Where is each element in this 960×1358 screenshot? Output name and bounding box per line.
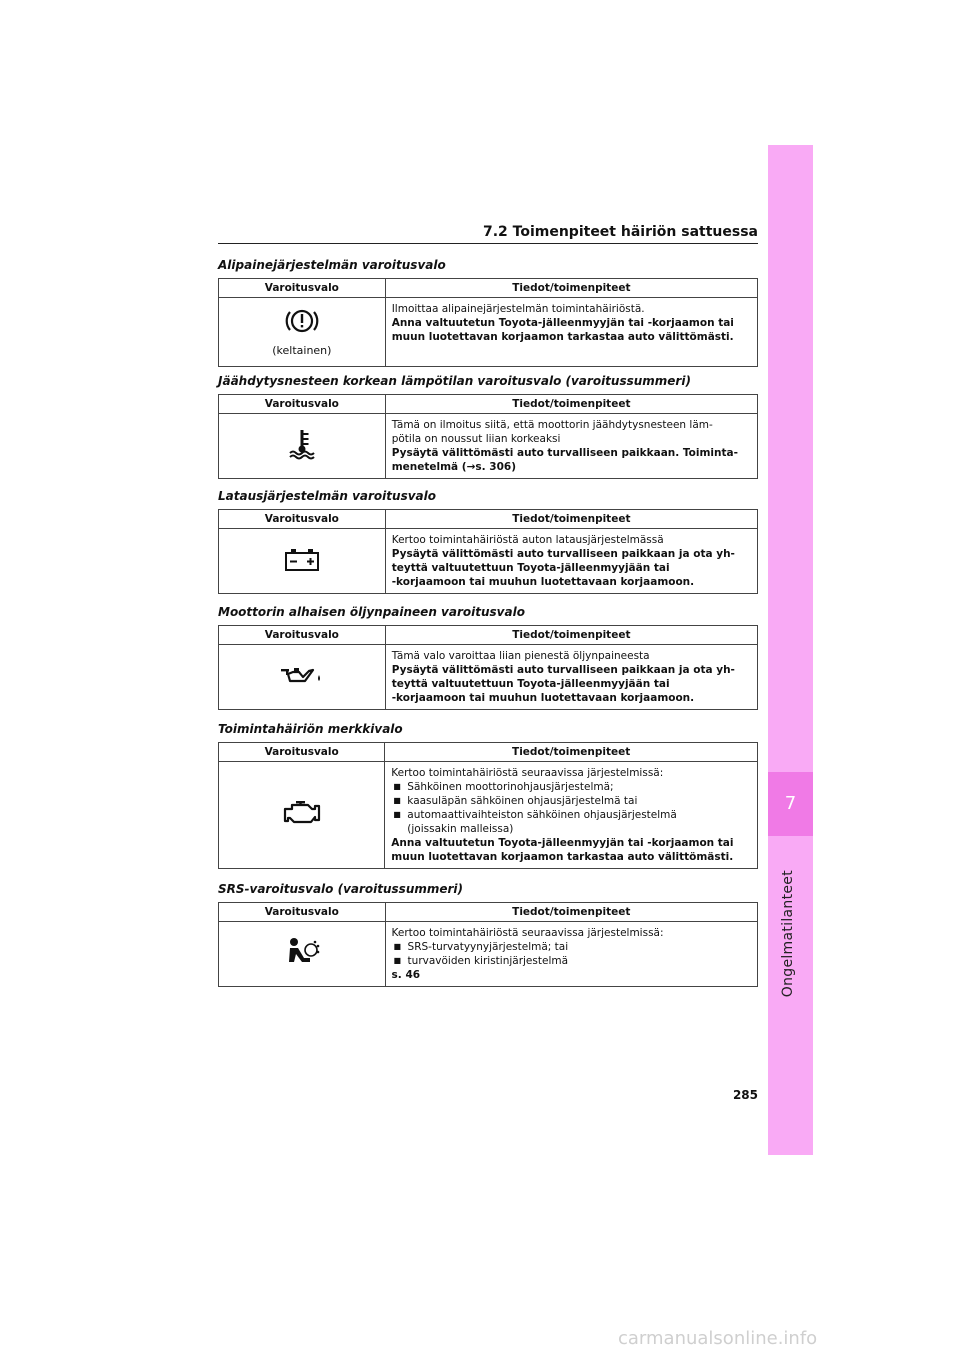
info-cell — [385, 298, 757, 367]
battery-icon — [283, 546, 321, 572]
warning-table — [218, 509, 758, 594]
icon-cell — [219, 645, 386, 710]
info-cell — [385, 414, 757, 479]
chapter-label: Ongelmatilanteet — [780, 870, 796, 998]
icon-cell — [219, 529, 386, 594]
icon-cell — [219, 414, 386, 479]
info-cell — [385, 529, 757, 594]
section-malfunction-indicator — [218, 722, 758, 869]
check-engine-icon — [282, 799, 322, 827]
action-text: menetelmä (→s. 306) — [391, 461, 516, 473]
section-charging-warning — [218, 489, 758, 594]
col-header-warning-light: Varoitusvalo — [219, 510, 386, 529]
info-text: Ilmoittaa alipainejärjestelmän toimintahäiriöstä. — [391, 303, 645, 315]
icon-cell — [219, 298, 386, 367]
section-title: Moottorin alhaisen öljynpaineen varoitusvalo — [218, 605, 525, 619]
action-text: Pysäytä välittömästi auto turvalliseen paikkaan ja ota yh- — [391, 548, 735, 560]
section-coolant-warning — [218, 374, 758, 479]
action-text: -korjaamoon tai muuhun luotettavaan korjaamoon. — [391, 576, 695, 588]
chapter-side-tab — [768, 145, 813, 1155]
col-header-warning-light: Varoitusvalo — [219, 395, 386, 414]
col-header-info: Tiedot/toimenpiteet — [385, 279, 757, 298]
airbag-icon — [284, 936, 320, 968]
info-text: Kertoo toimintahäiriöstä seuraavissa järjestelmissä: — [391, 767, 664, 779]
info-text: Tämä on ilmoitus siitä, että moottorin jäähdytysnesteen läm- — [391, 419, 713, 431]
icon-caption: (keltainen) — [272, 344, 332, 357]
action-text: -korjaamoon tai muuhun luotettavaan korjaamoon. — [391, 692, 695, 704]
page-reference: s. 46 — [391, 969, 421, 981]
action-text: Anna valtuutetun Toyota-jälleenmyyjän tai -korjaamon tai muun luotettavan korjaamon tarkastaa auto välittömästi. — [391, 317, 734, 343]
list-item: ■ automaattivaihteiston sähköinen ohjausjärjestelmä — [391, 808, 751, 822]
warning-table — [218, 394, 758, 479]
info-cell — [385, 762, 758, 869]
icon-cell — [219, 762, 385, 869]
section-title: Alipainejärjestelmän varoitusvalo — [218, 258, 446, 272]
watermark: carmanualsonline.info — [618, 1328, 818, 1349]
list-item-note: (joissakin malleissa) — [407, 823, 514, 835]
col-header-info: Tiedot/toimenpiteet — [385, 903, 757, 922]
info-cell — [385, 645, 757, 710]
info-text: Kertoo toimintahäiriöstä auton latausjärjestelmässä — [391, 534, 664, 546]
col-header-warning-light: Varoitusvalo — [219, 903, 386, 922]
coolant-temperature-icon — [286, 428, 318, 460]
brake-warning-icon — [285, 306, 319, 336]
page-number: 285 — [732, 1088, 758, 1102]
col-header-info: Tiedot/toimenpiteet — [385, 510, 757, 529]
action-text: teyttä valtuutettuun Toyota-jälleenmyyjään tai — [391, 678, 670, 690]
info-text: Tämä valo varoittaa liian pienestä öljynpaineesta — [391, 650, 650, 662]
warning-table — [218, 278, 758, 367]
icon-cell — [219, 922, 386, 987]
warning-table — [218, 902, 758, 987]
col-header-info: Tiedot/toimenpiteet — [385, 395, 757, 414]
section-title: SRS-varoitusvalo (varoitussummeri) — [218, 882, 464, 896]
section-title: Latausjärjestelmän varoitusvalo — [218, 489, 436, 503]
header-divider — [218, 243, 758, 244]
info-text: pötila on noussut liian korkeaksi — [391, 433, 561, 445]
section-title: Toimintahäiriön merkkivalo — [218, 722, 403, 736]
section-title: Jäähdytysnesteen korkean lämpötilan varoitusvalo (varoitussummeri) — [218, 374, 691, 388]
action-text: teyttä valtuutettuun Toyota-jälleenmyyjään tai — [391, 562, 670, 574]
list-item: ■ Sähköinen moottorinohjausjärjestelmä; — [391, 780, 751, 794]
list-item: ■ turvavöiden kiristinjärjestelmä — [392, 954, 751, 968]
info-text: Kertoo toimintahäiriöstä seuraavissa järjestelmissä: — [391, 927, 664, 939]
chapter-header: 7.2 Toimenpiteet häiriön sattuessa — [482, 224, 758, 240]
col-header-info: Tiedot/toimenpiteet — [385, 743, 758, 762]
col-header-warning-light: Varoitusvalo — [219, 626, 386, 645]
info-cell — [385, 922, 757, 987]
action-text: Pysäytä välittömästi auto turvalliseen paikkaan ja ota yh- — [391, 664, 735, 676]
col-header-info: Tiedot/toimenpiteet — [385, 626, 757, 645]
list-item: ■ kaasuläpän sähköinen ohjausjärjestelmä tai — [391, 794, 751, 808]
col-header-warning-light: Varoitusvalo — [219, 743, 385, 762]
oil-pressure-icon — [279, 664, 325, 686]
section-vacuum-warning — [218, 258, 758, 367]
col-header-warning-light: Varoitusvalo — [219, 279, 386, 298]
section-srs-warning — [218, 882, 758, 987]
list-item: ■ SRS-turvatyynyjärjestelmä; tai — [392, 940, 751, 954]
warning-table — [218, 742, 758, 869]
action-text: Pysäytä välittömästi auto turvalliseen paikkaan. Toiminta- — [391, 447, 738, 459]
section-oil-pressure-warning — [218, 605, 758, 710]
warning-table — [218, 625, 758, 710]
chapter-number: 7 — [768, 772, 813, 836]
action-text: Anna valtuutetun Toyota-jälleenmyyjän tai -korjaamon tai — [391, 837, 734, 849]
action-text: muun luotettavan korjaamon tarkastaa auto välittömästi. — [391, 851, 734, 863]
